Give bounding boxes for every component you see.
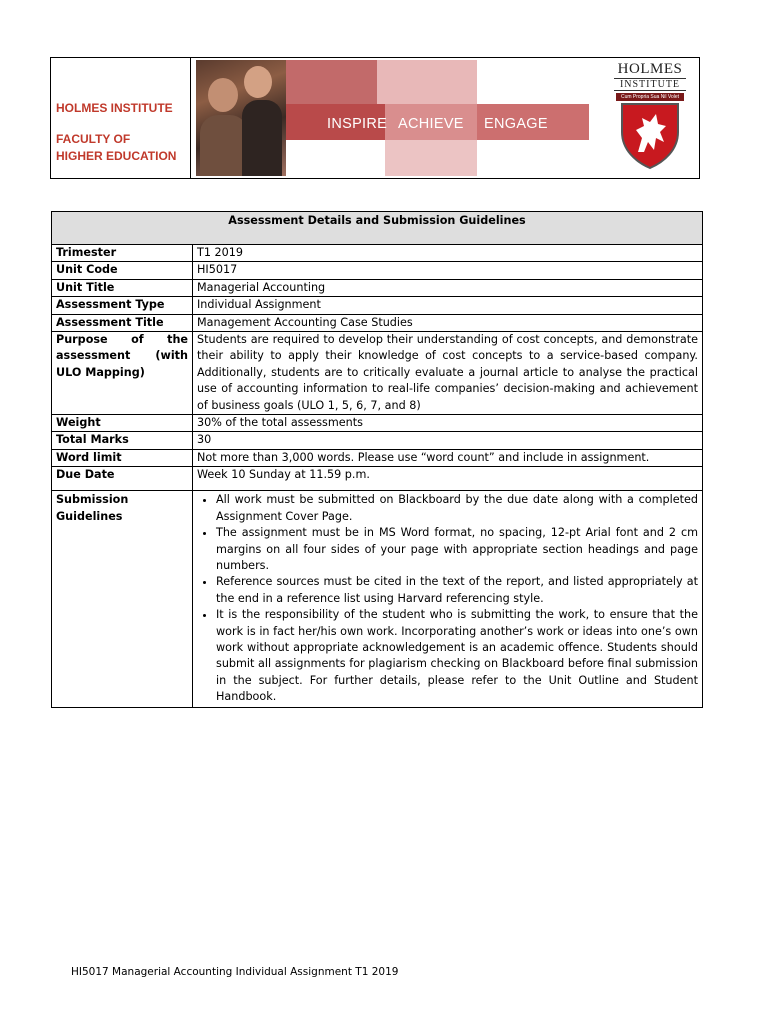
row-label-total-marks: Total Marks: [52, 432, 193, 449]
table-row: [52, 297, 703, 314]
table-row: [52, 491, 703, 707]
assessment-details-table: [51, 211, 703, 708]
row-value-purpose: Students are required to develop their understanding of cost concepts, and demonstrate their ability to apply their knowledge of cost concepts to a service-based company. Additionally, students are to critically evaluate a journal article to analyse the practical use of accounting information to real-life companies’ decision-making and achievement of business goals (ULO 1, 5, 6, 7, and 8): [193, 332, 703, 415]
faculty-name: [56, 131, 190, 165]
logo-sub: INSTITUTE: [614, 78, 686, 91]
table-row: [52, 262, 703, 279]
header-banner: [191, 58, 696, 178]
table-row: [52, 314, 703, 331]
list-item: • The assignment must be in MS Word format, no spacing, 12-pt Arial font and 2 cm margins on all four sides of your page with appropriate section headings and page numbers.: [216, 525, 698, 574]
tagline-engage: ENGAGE: [484, 116, 548, 132]
tagline-inspire: INSPIRE: [327, 116, 388, 132]
table-row: [52, 449, 703, 466]
institute-cell: [51, 58, 191, 178]
table-row: [52, 245, 703, 262]
faculty-line-2: HIGHER EDUCATION: [56, 149, 177, 163]
row-value-unit-title: Managerial Accounting: [193, 279, 703, 296]
row-label-purpose: Purpose of the assessment (with ULO Mapping): [52, 332, 193, 415]
institute-name: HOLMES INSTITUTE: [56, 101, 173, 115]
page-footer: HI5017 Managerial Accounting Individual Assignment T1 2019: [71, 966, 399, 978]
row-value-due-date: Week 10 Sunday at 11.59 p.m.: [193, 467, 703, 491]
row-value-submission: [193, 491, 703, 707]
list-item: • All work must be submitted on Blackboard by the due date along with a completed Assignment Cover Page.: [216, 492, 698, 525]
list-item: • Reference sources must be cited in the text of the report, and listed appropriately at the end in a reference list using Harvard referencing style.: [216, 574, 698, 607]
row-label-due-date: Due Date: [52, 467, 193, 491]
table-row: [52, 332, 703, 415]
table-row: [52, 432, 703, 449]
tagline-achieve: ACHIEVE: [398, 116, 464, 132]
row-label-unit-title: Unit Title: [52, 279, 193, 296]
students-photo: [196, 60, 286, 176]
row-label-weight: Weight: [52, 415, 193, 432]
row-label-assessment-title: Assessment Title: [52, 314, 193, 331]
table-row: [52, 415, 703, 432]
list-item: • It is the responsibility of the student who is submitting the work, to ensure that the work is in fact her/his own work. Incorporating another’s work or ideas into one’s own work without appropriate acknowledgement is an academic offence. Students should submit all assignments for plagiarism checking on Blackboard before final submission in the subject. For further details, please refer to the Unit Outline and Student Handbook.: [216, 607, 698, 705]
submission-guidelines-list: [197, 492, 698, 705]
row-label-trimester: Trimester: [52, 245, 193, 262]
row-value-weight: 30% of the total assessments: [193, 415, 703, 432]
row-value-total-marks: 30: [193, 432, 703, 449]
row-value-assessment-type: Individual Assignment: [193, 297, 703, 314]
table-title: Assessment Details and Submission Guidelines: [52, 212, 703, 245]
document-header: [50, 57, 700, 179]
faculty-line-1: FACULTY OF: [56, 132, 131, 146]
row-label-unit-code: Unit Code: [52, 262, 193, 279]
row-label-word-limit: Word limit: [52, 449, 193, 466]
griffin-shield-icon: [618, 102, 682, 170]
row-value-trimester: T1 2019: [193, 245, 703, 262]
row-value-word-limit: Not more than 3,000 words. Please use “word count” and include in assignment.: [193, 449, 703, 466]
row-label-submission: Submission Guidelines: [52, 491, 193, 707]
holmes-logo: [610, 62, 690, 176]
row-label-assessment-type: Assessment Type: [52, 297, 193, 314]
row-value-assessment-title: Management Accounting Case Studies: [193, 314, 703, 331]
logo-motto: Cum Propria Sua Nil Volet: [616, 93, 684, 101]
logo-name: HOLMES: [617, 61, 683, 77]
table-title-row: [52, 212, 703, 245]
table-row: [52, 279, 703, 296]
row-value-unit-code: HI5017: [193, 262, 703, 279]
table-row: [52, 467, 703, 491]
